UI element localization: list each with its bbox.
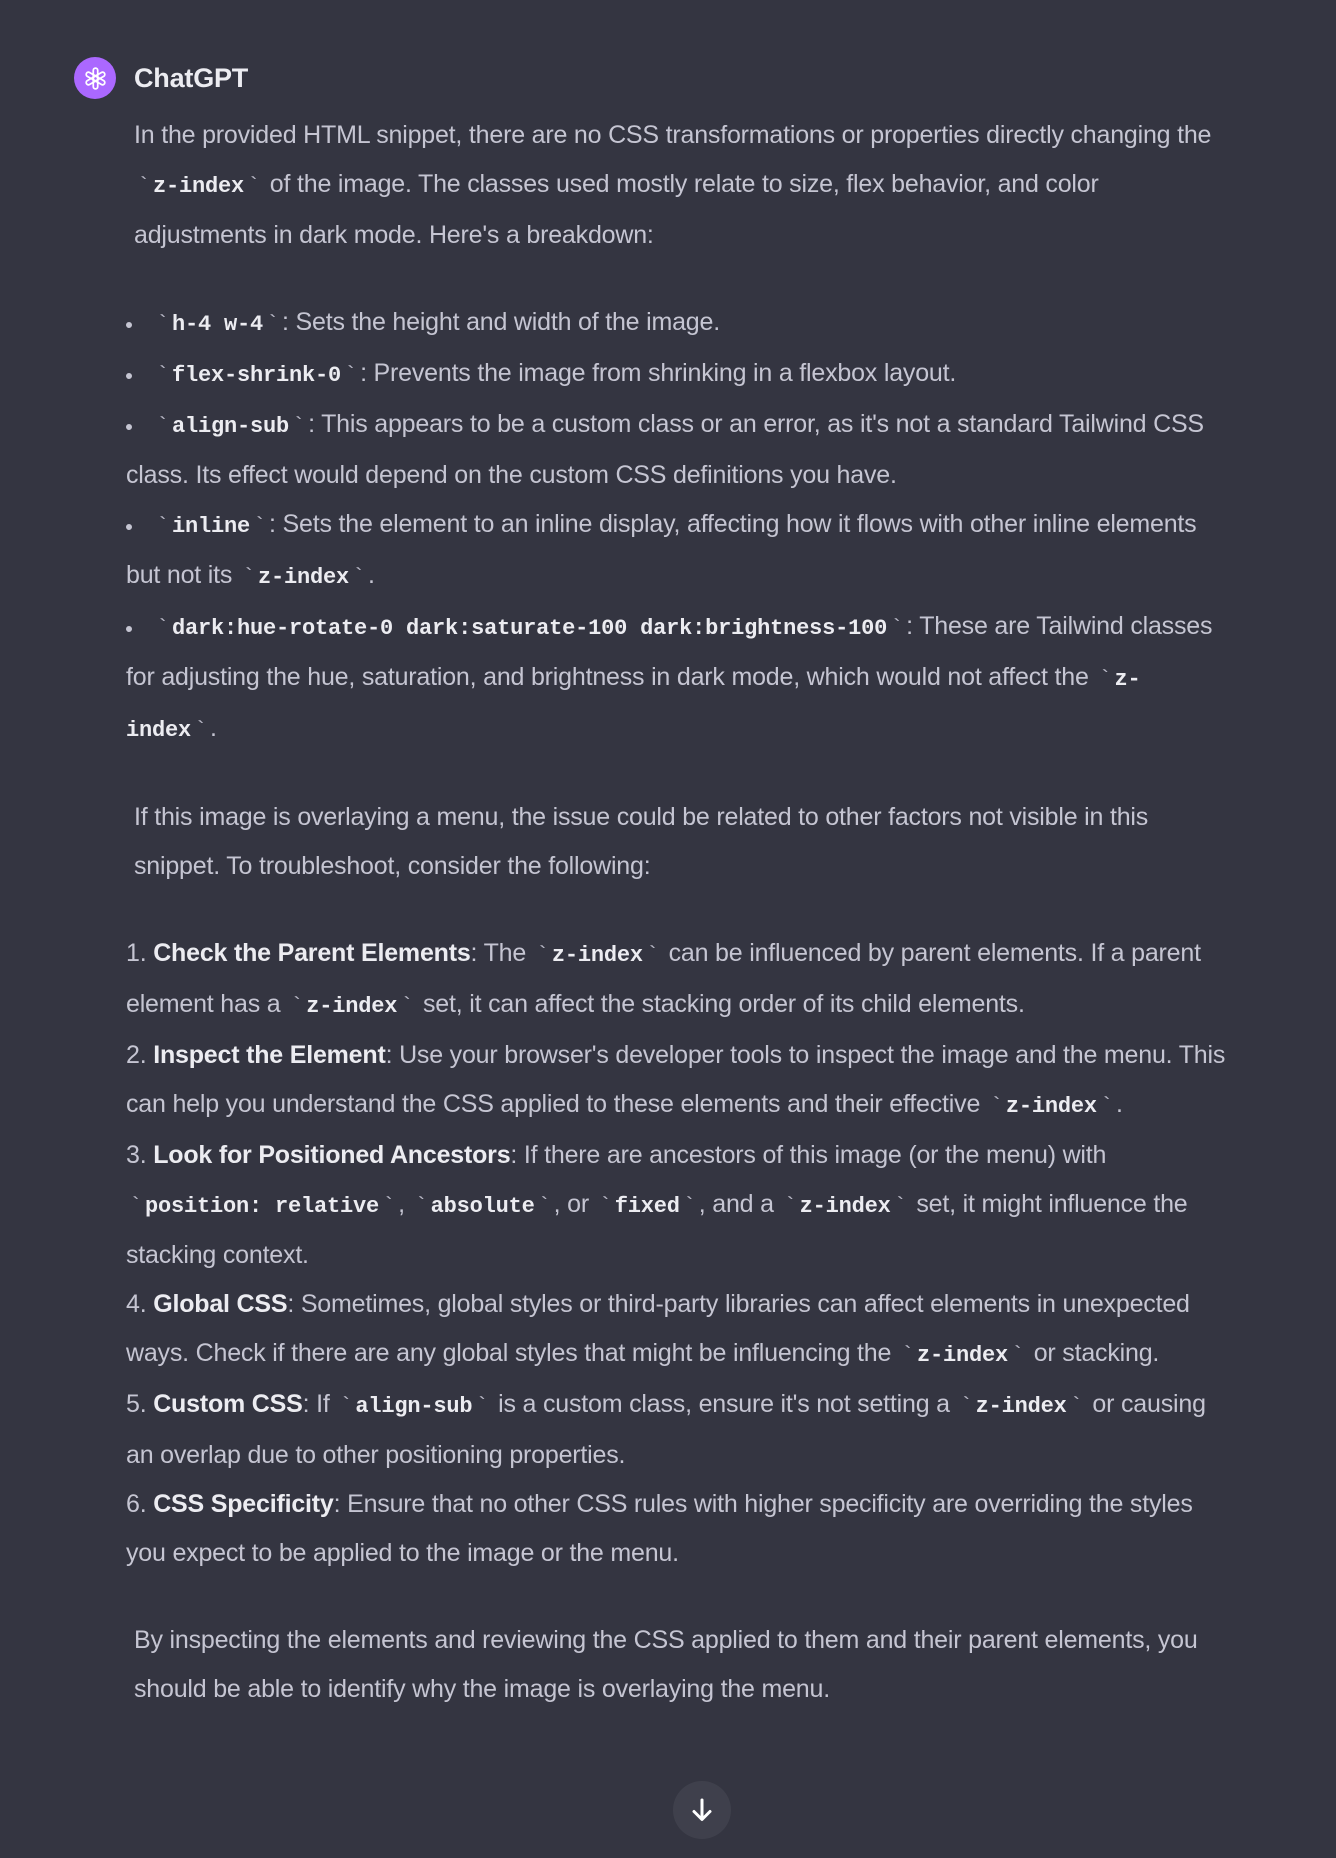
inline-code: ` z-index ` <box>241 565 365 590</box>
inline-code: ` z-index ` <box>783 1194 907 1219</box>
message-author: ChatGPT <box>134 62 249 93</box>
list-item <box>126 1131 1230 1280</box>
text-run: : This appears to be a custom class or an error, as it's not a standard Tailwind CSS class. Its effect would depend on the custom CSS definitions you have. <box>126 410 1204 489</box>
text-run: : The <box>470 939 533 967</box>
text-run: set, it might influence the stacking context. <box>126 1190 1188 1269</box>
message-content <box>126 111 1230 1714</box>
inline-code: ` align-sub ` <box>156 414 306 439</box>
paragraph <box>134 111 1230 260</box>
text-run: : These are Tailwind classes for adjusting the hue, saturation, and brightness in dark mode, which would not affect the <box>126 612 1213 691</box>
paragraph <box>134 1616 1230 1714</box>
message-header <box>74 56 1234 100</box>
inline-code: ` flex-shrink-0 ` <box>156 363 358 388</box>
text-run: : If <box>302 1390 337 1418</box>
text-run: . <box>210 714 217 742</box>
text-run: is a custom class, ensure it's not setting a <box>491 1390 957 1418</box>
text-run: : Ensure that no other CSS rules with higher specificity are overriding the styles you expect to be applied to the image or the menu. <box>126 1490 1193 1567</box>
inline-code: ` position: relative ` <box>129 1194 396 1219</box>
inline-code: ` fixed ` <box>598 1194 696 1219</box>
inline-code: ` z-index ` <box>900 1343 1024 1368</box>
text-run: or stacking. <box>1026 1339 1160 1367</box>
inline-code: ` z-index ` <box>959 1394 1083 1419</box>
list-item <box>126 1480 1230 1578</box>
numbered-list <box>126 929 1230 1578</box>
text-run: : Use your browser's developer tools to inspect the image and the menu. This can help you understand the CSS applied to these elements and their effective <box>126 1041 1226 1118</box>
text-run: If this image is overlaying a menu, the issue could be related to other factors not visible in this snippet. To troubleshoot, consider the following: <box>134 803 1149 880</box>
inline-code: ` z-index ` <box>989 1094 1113 1119</box>
text-run: or causing an overlap due to other positioning properties. <box>126 1390 1206 1469</box>
scroll-to-bottom-button[interactable] <box>673 1781 731 1839</box>
text-run: : Prevents the image from shrinking in a flexbox layout. <box>360 359 957 387</box>
arrow-down-icon <box>688 1796 716 1824</box>
text-run: of the image. The classes used mostly relate to size, flex behavior, and color adjustments in dark mode. Here's a breakdown: <box>134 170 1099 249</box>
text-run: , and a <box>698 1190 781 1218</box>
text-run: : If there are ancestors of this image (or the menu) with <box>510 1141 1107 1169</box>
list-item <box>126 400 1230 500</box>
text-run: By inspecting the elements and reviewing the CSS applied to them and their parent elements, you should be able to identify why the image is overlaying the menu. <box>134 1626 1198 1703</box>
bold-text: Global CSS <box>153 1290 288 1318</box>
bullet-list <box>126 298 1230 755</box>
text-run: can be influenced by parent elements. If a parent element has a <box>126 939 1201 1018</box>
list-item <box>126 1280 1230 1380</box>
list-item <box>126 1031 1230 1131</box>
text-run: . <box>368 561 375 589</box>
bold-text: Look for Positioned Ancestors <box>153 1141 511 1169</box>
list-item <box>126 1380 1230 1480</box>
text-run: set, it can affect the stacking order of its child elements. <box>416 990 1025 1018</box>
inline-code: ` align-sub ` <box>339 1394 489 1419</box>
text-run: : Sets the height and width of the image. <box>282 308 720 336</box>
text-run: : Sets the element to an inline display, affecting how it flows with other inline elements but not its <box>126 510 1197 589</box>
bold-text: CSS Specificity <box>153 1490 334 1518</box>
bold-text: Inspect the Element <box>153 1041 386 1069</box>
text-run: , or <box>553 1190 596 1218</box>
list-item <box>126 349 1230 400</box>
openai-logo-icon <box>82 65 109 92</box>
text-run: In the provided HTML snippet, there are no CSS transformations or properties directly changing the <box>134 121 1212 149</box>
bold-text: Check the Parent Elements <box>153 939 471 967</box>
inline-code: ` z-index ` <box>126 667 1141 743</box>
inline-code: ` inline ` <box>156 514 267 539</box>
list-item <box>126 500 1230 602</box>
paragraph <box>134 793 1230 891</box>
list-item <box>126 602 1230 755</box>
chatgpt-avatar <box>74 57 116 99</box>
text-run: : Sometimes, global styles or third-party libraries can affect elements in unexpected ways. Check if there are any global styles that might be influencing the <box>126 1290 1190 1367</box>
inline-code: ` z-index ` <box>535 943 659 968</box>
text-run: , <box>398 1190 412 1218</box>
inline-code: ` absolute ` <box>414 1194 551 1219</box>
text-run: . <box>1115 1090 1123 1118</box>
inline-code: ` dark:hue-rotate-0 dark:saturate-100 dark:brightness-100 ` <box>156 616 904 641</box>
list-item <box>126 298 1230 349</box>
inline-code: ` z-index ` <box>290 994 414 1019</box>
inline-code: ` h-4 w-4 ` <box>156 312 280 337</box>
bold-text: Custom CSS <box>153 1390 303 1418</box>
chat-message <box>74 56 1234 1714</box>
list-item <box>126 929 1230 1031</box>
inline-code: ` z-index ` <box>137 174 261 199</box>
